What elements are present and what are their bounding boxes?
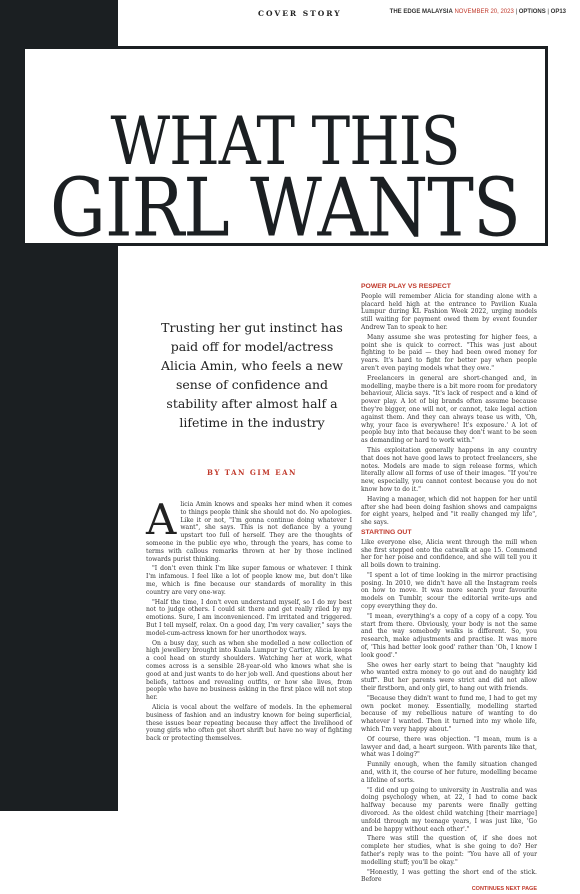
paragraph: Freelancers in general are short-changed and, in modelling, maybe there is a bit more room for predatory behaviour, Alicia says. "It's lack of respect and a kind of power play. A lot of big brands often assume because they're bigger, one will not, or cannot, take legal action against them. And they can always tease us with, 'Oh, why, your face is everywhere! It's exposure.' A lot of people buy into that because they don't want to be seen as demanding or hard to work with.": [361, 374, 537, 445]
paragraph: "Because they didn't want to fund me, I had to get my own pocket money. Essentially, modelling started because of my rebellious nature of wanting to do whatever I wanted. Then it turned into my whole life, which I'm very happy about.": [361, 694, 537, 734]
headline-line-2: GIRL WANTS: [50, 160, 520, 256]
paragraph: Many assume she was protesting for higher fees, a point she is quick to correct. "This was just about fighting to be paid — they had been owed money for years. It's hard to fight for better pay when people aren't even paying models what they owe.": [361, 333, 537, 372]
separator: |: [547, 9, 549, 15]
paragraph: "Half the time, I don't even understand myself, so I do my best not to judge others. I could sit there and get really riled by my emotions. Sure, I am inconvenienced. I'm irritated and triggered. But I tell myself, relax. On a good day, I'm very cavalier," says the model-cum-actress known for her unorthodox ways.: [146, 598, 352, 637]
byline: BY TAN GIM EAN: [207, 468, 297, 477]
paragraph: "Honestly, I was getting the short end of the stick. Before: [361, 868, 537, 884]
page-number: OP13: [550, 9, 566, 15]
continues-link[interactable]: CONTINUES NEXT PAGE: [471, 886, 537, 893]
body-column-left: [146, 495, 352, 745]
paragraph: Of course, there was objection. "I mean, mum is a lawyer and dad, a heart surgeon. With parents like that, what was I doing?": [361, 735, 537, 759]
paragraph: "I don't even think I'm like super famous or whatever. I think I'm infamous. I feel like a lot of people know me, but don't like me, which is fine because our standards of morality in this country are very one-way.: [146, 565, 352, 596]
brand-name: THE EDGE MALAYSIA: [389, 9, 453, 15]
paragraph: Having a manager, which did not happen for her until after she had been doing fashion shows and campaigns for eight years, helped and "it really changed my life", she says.: [361, 495, 537, 527]
subhead: POWER PLAY VS RESPECT: [361, 283, 451, 290]
paragraph: "I spent a lot of time looking in the mirror practising posing. In 2010, we didn't have all the Instagram reels on how to move. It was more search your favourite models on Tumblr, scour the editorial write-ups and copy everything they do.: [361, 571, 537, 611]
headline-line-1: WHAT THIS: [110, 101, 460, 181]
paragraph: Funnily enough, when the family situation changed and, with it, the course of her future, modelling became a lifeline of sorts.: [361, 761, 537, 784]
subhead: STARTING OUT: [361, 528, 412, 536]
paragraph: Alicia Amin knows and speaks her mind when it comes to things people think she should not do. No apologies. Like it or not, "I'm gonna continue doing whatever I want", she says. This is not defiance by a young upstart too full of herself. They are the thoughts of someone in the public eye who, through the years, has come to terms with callous remarks thrown at her by those inclined towards purist thinking.: [146, 495, 352, 563]
dark-photo-strip-bottom: [0, 760, 118, 811]
section-name: OPTIONS: [518, 9, 546, 15]
body-column-right: [361, 283, 537, 894]
masthead: [390, 9, 566, 15]
paragraph: She owes her early start to being that "naughty kid who wanted extra money to go out and do naughty kid stuff". But her parents were strict and did not allow their firstborn, and only girl, to hang out with friends.: [361, 661, 537, 693]
standfirst: Trusting her gut instinct has paid off for model/actress Alicia Amin, who feels a new sense of confidence and stability after almost half a lifetime in the industry: [161, 320, 343, 430]
paragraph: This exploitation generally happens in any country that does not have good laws to protect freelancers, she notes. Models are made to sign release forms, which literally allow all forms of use of their images. "If you're new, especially, you cannot contest because you do not know how to do it.": [361, 446, 537, 493]
paragraph: Alicia is vocal about the welfare of models. In the ephemeral business of fashion and an industry known for being superficial, these issues bear repeating because they affect the livelihood of young girls who often get short shrift but have no way of fighting back or protecting themselves.: [146, 703, 352, 743]
paragraph: There was still the question of, if she does not complete her studies, what is she going to do? Her father's reply was to the point: "You have all of your modelling stuff; you'll be okay.": [361, 835, 537, 866]
headline-box: [22, 46, 548, 256]
issue-date: NOVEMBER 20, 2023: [454, 9, 514, 15]
drop-cap: A: [146, 495, 177, 544]
paragraph: "I did end up going to university in Australia and was doing psychology when, at 22, I had to come back halfway because my parents were finally getting divorced. As the oldest child watching [their marriage] unfold through my teenage years, I was just like, 'Go and be happy without each other'.": [361, 786, 537, 833]
section-label: COVER STORY: [258, 9, 342, 18]
paragraph: "I mean, everything's a copy of a copy of a copy. You start from there. Obviously, your body is not the same and the way somebody walks is different. So, you research, make adjustments and practise. It was more of, 'This had better look good' rather than 'Oh, I know I look good'.": [361, 612, 537, 659]
paragraph: People will remember Alicia for standing alone with a placard held high at the entrance to Pavilion Kuala Lumpur during KL Fashion Week 2022, urging models still waiting for payment owed them by event founder Andrew Tan to speak to her.: [361, 292, 537, 331]
paragraph: On a busy day, such as when she modelled a new collection of high jewellery brought into Kuala Lumpur by Cartier, Alicia keeps a cool head on sturdy shoulders. Watching her at work, what comes across is a sensible 28-year-old who knows what she is good at and just wants to do her job well. And questions about her beliefs, tattoos and revealing outfits, or how she lives, from people who have no business asking in the first place will not stop her.: [146, 639, 352, 702]
paragraph: Like everyone else, Alicia went through the mill when she first stepped onto the catwalk at age 15. Commend her for her poise and confidence, and she will tell you it all boils down to training.: [361, 538, 537, 570]
separator: |: [515, 9, 518, 15]
